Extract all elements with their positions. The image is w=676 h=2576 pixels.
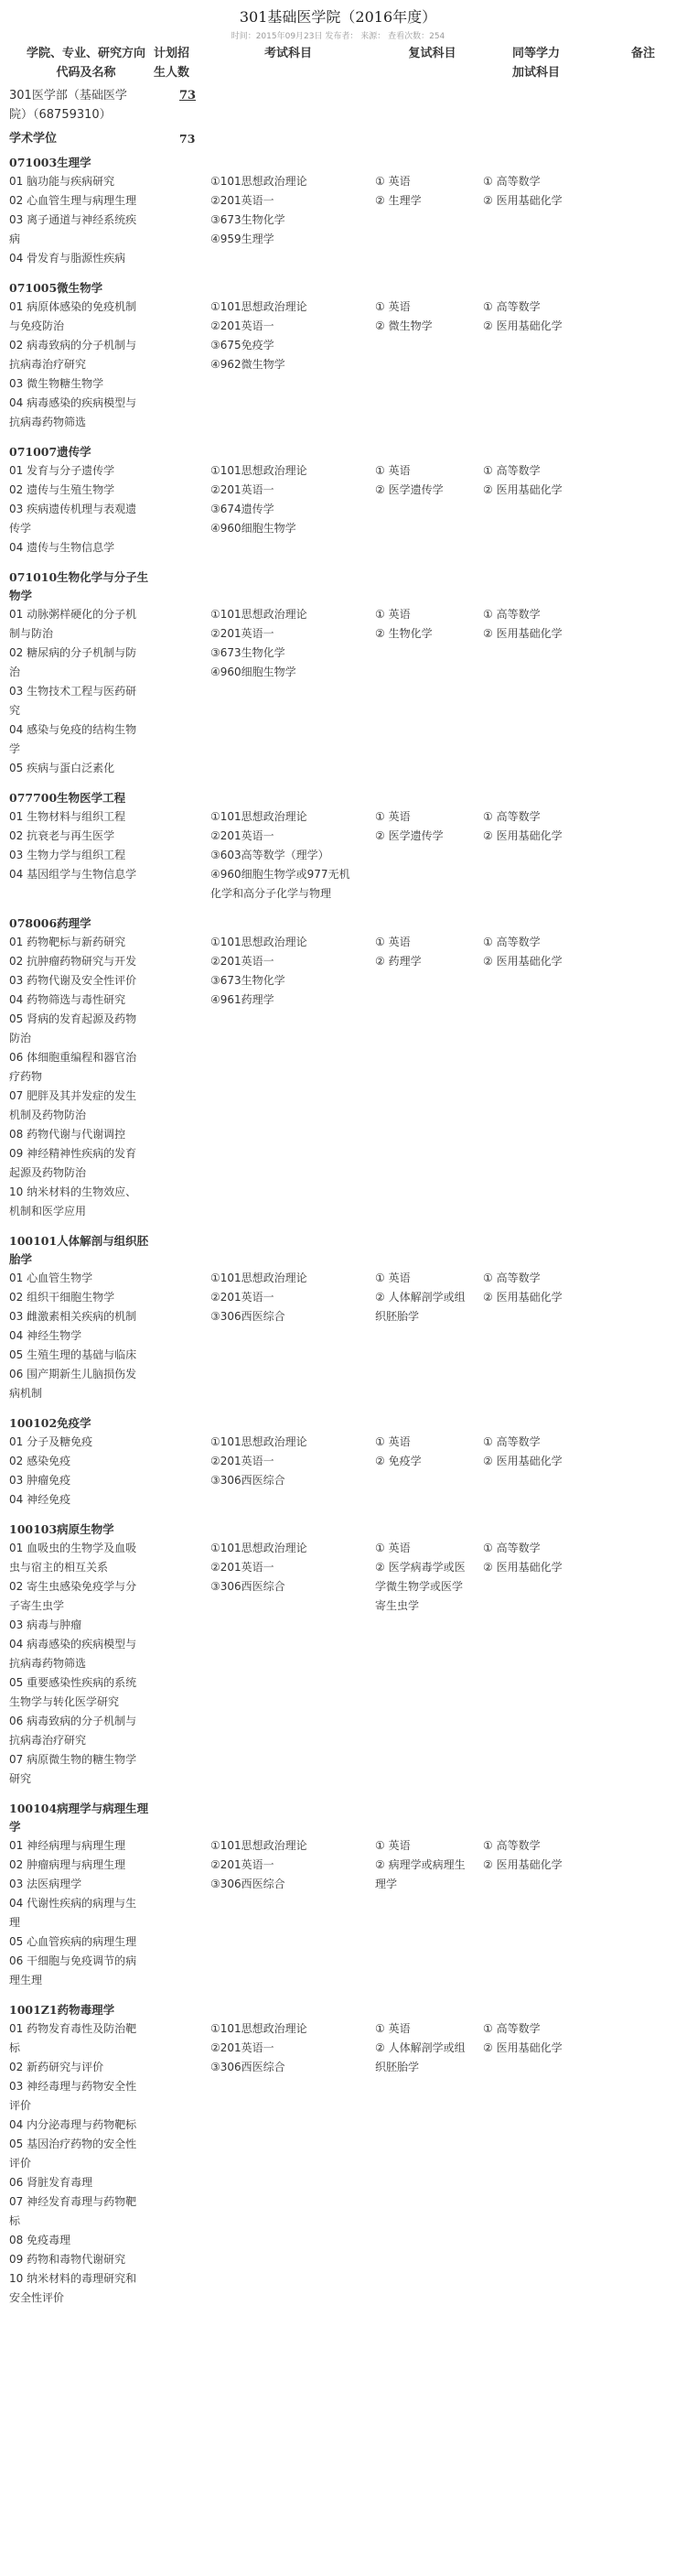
research-directions-line: 治 bbox=[9, 666, 21, 678]
retest-subjects-line: ② 微生物学 bbox=[375, 319, 433, 332]
retest-subjects bbox=[375, 1433, 489, 1471]
research-directions-line: 06 围产期新生儿脑损伤发 bbox=[9, 1368, 137, 1380]
retest-subjects-line: ① 英语 bbox=[375, 1839, 411, 1852]
research-directions-line: 01 药物发育毒性及防治靶 bbox=[9, 2022, 137, 2035]
exam-subjects-line: ①101思想政治理论 bbox=[210, 300, 307, 313]
extra-subjects-line: ② 医用基础化学 bbox=[483, 829, 563, 842]
research-directions-line: 02 病毒致病的分子机制与 bbox=[9, 339, 137, 352]
research-directions-line: 07 病原微生物的糖生物学 bbox=[9, 1753, 137, 1766]
exam-subjects bbox=[210, 1836, 366, 1894]
header-extra-line: 加试科目 bbox=[512, 66, 561, 80]
exam-subjects-line: ③306西医综合 bbox=[210, 1580, 285, 1593]
exam-subjects-line: ①101思想政治理论 bbox=[210, 464, 307, 477]
extra-subjects bbox=[483, 1539, 611, 1577]
header-retest: 复试科目 bbox=[408, 47, 456, 60]
research-directions-line: 01 心血管生物学 bbox=[9, 1272, 93, 1284]
research-directions-line: 09 神经精神性疾病的发育 bbox=[9, 1147, 137, 1160]
research-directions-line: 学 bbox=[9, 742, 21, 755]
exam-subjects bbox=[210, 605, 366, 682]
exam-subjects-line: ①101思想政治理论 bbox=[210, 1272, 307, 1284]
research-directions-line: 标 bbox=[9, 2041, 21, 2054]
header-quota bbox=[154, 44, 201, 82]
retest-subjects-line: 寄生虫学 bbox=[375, 1599, 420, 1612]
exam-subjects-line: ①101思想政治理论 bbox=[210, 1542, 307, 1554]
research-directions-line: 01 生物材料与组织工程 bbox=[9, 810, 126, 823]
exam-subjects-line: ③306西医综合 bbox=[210, 1878, 285, 1890]
subject-title-line: 071007遗传学 bbox=[9, 445, 91, 459]
exam-subjects-line: ③306西医综合 bbox=[210, 2061, 285, 2073]
research-directions-line: 01 血吸虫的生物学及血吸 bbox=[9, 1542, 137, 1554]
exam-subjects-line: ②201英语一 bbox=[210, 955, 274, 968]
extra-subjects-line: ② 医用基础化学 bbox=[483, 483, 563, 496]
subject-title-line: 071010生物化学与分子生 bbox=[9, 570, 149, 584]
subject-section bbox=[0, 1232, 676, 1414]
extra-subjects-line: ② 医用基础化学 bbox=[483, 1561, 563, 1574]
retest-subjects-line: ① 英语 bbox=[375, 464, 411, 477]
retest-subjects-line: 理学 bbox=[375, 1878, 398, 1890]
exam-subjects-line: ③675免疫学 bbox=[210, 339, 274, 352]
subject-title-line: 1001Z1药物毒理学 bbox=[9, 2003, 115, 2017]
extra-subjects bbox=[483, 807, 611, 846]
research-directions-line: 04 病毒感染的疾病模型与 bbox=[9, 396, 137, 409]
subject-title bbox=[9, 568, 163, 605]
retest-subjects-line: ② 人体解剖学或组 bbox=[375, 2041, 466, 2054]
subject-section bbox=[0, 1414, 676, 1521]
retest-subjects-line: ① 英语 bbox=[375, 608, 411, 621]
exam-subjects bbox=[210, 807, 366, 904]
exam-subjects-line: ②201英语一 bbox=[210, 829, 274, 842]
research-directions-line: 03 生物技术工程与医药研 bbox=[9, 685, 137, 698]
exam-subjects-line: ④960细胞生物学 bbox=[210, 522, 296, 535]
sections-container bbox=[0, 154, 676, 2319]
research-directions-line: 03 微生物糖生物学 bbox=[9, 377, 104, 390]
exam-subjects bbox=[210, 1269, 366, 1326]
research-directions-line: 10 纳米材料的生物效应、 bbox=[9, 1185, 137, 1198]
header-extra-line: 同等学力 bbox=[512, 47, 561, 60]
research-directions-line: 06 体细胞重编程和器官治 bbox=[9, 1051, 137, 1064]
research-directions bbox=[9, 461, 163, 557]
research-directions-line: 04 药物筛选与毒性研究 bbox=[9, 993, 126, 1006]
research-directions bbox=[9, 605, 163, 778]
extra-subjects-line: ① 高等数学 bbox=[483, 936, 541, 948]
research-directions-line: 03 离子通道与神经系统疾 bbox=[9, 213, 137, 226]
exam-subjects-line: ③603高等数学（理学） bbox=[210, 849, 329, 861]
research-directions-line: 安全性评价 bbox=[9, 2291, 65, 2304]
degree-row bbox=[0, 130, 676, 154]
subject-section bbox=[0, 915, 676, 1232]
research-directions-line: 09 药物和毒物代谢研究 bbox=[9, 2253, 126, 2266]
subject-title-line: 077700生物医学工程 bbox=[9, 791, 126, 805]
research-directions-line: 理 bbox=[9, 1916, 21, 1929]
header-program-line: 学院、专业、研究方向 bbox=[26, 47, 145, 60]
research-directions-line: 02 糖尿病的分子机制与防 bbox=[9, 646, 137, 659]
research-directions-line: 04 神经免疫 bbox=[9, 1493, 71, 1506]
subject-title-line: 100102免疫学 bbox=[9, 1416, 91, 1430]
exam-subjects-line: ③674遗传学 bbox=[210, 503, 274, 515]
dept-name-line: 301医学部（基础医学 bbox=[9, 89, 127, 103]
extra-subjects bbox=[483, 172, 611, 211]
research-directions-line: 04 遗传与生物信息学 bbox=[9, 541, 115, 554]
extra-subjects-line: ② 医用基础化学 bbox=[483, 319, 563, 332]
research-directions-line: 02 寄生虫感染免疫学与分 bbox=[9, 1580, 137, 1593]
exam-subjects-line: ④959生理学 bbox=[210, 233, 274, 245]
research-directions-line: 02 组织干细胞生物学 bbox=[9, 1291, 115, 1304]
exam-subjects-line: ①101思想政治理论 bbox=[210, 608, 307, 621]
subject-title bbox=[9, 279, 163, 298]
extra-subjects bbox=[483, 1433, 611, 1471]
retest-subjects-line: ① 英语 bbox=[375, 936, 411, 948]
subject-section bbox=[0, 789, 676, 915]
research-directions-line: 08 免疫毒理 bbox=[9, 2234, 71, 2246]
research-directions-line: 04 神经生物学 bbox=[9, 1329, 82, 1342]
research-directions-line: 02 抗肿瘤药物研究与开发 bbox=[9, 955, 137, 968]
research-directions bbox=[9, 172, 163, 268]
subject-title bbox=[9, 443, 163, 461]
research-directions-line: 研究 bbox=[9, 1772, 32, 1785]
extra-subjects bbox=[483, 2019, 611, 2058]
research-directions-line: 05 疾病与蛋白泛素化 bbox=[9, 762, 115, 774]
research-directions-line: 生物学与转化医学研究 bbox=[9, 1695, 120, 1708]
research-directions-line: 03 疾病遗传机理与表观遗 bbox=[9, 503, 137, 515]
retest-subjects-line: ① 英语 bbox=[375, 1542, 411, 1554]
exam-subjects-line: ②201英语一 bbox=[210, 319, 274, 332]
research-directions-line: 02 遗传与生殖生物学 bbox=[9, 483, 115, 496]
research-directions-line: 06 肾脏发育毒理 bbox=[9, 2176, 93, 2189]
dept-count-link[interactable]: 73 bbox=[179, 89, 197, 103]
research-directions-line: 05 基因治疗药物的安全性 bbox=[9, 2138, 137, 2150]
research-directions-line: 01 动脉粥样硬化的分子机 bbox=[9, 608, 137, 621]
header-program-line: 代码及名称 bbox=[56, 66, 116, 80]
extra-subjects-line: ① 高等数学 bbox=[483, 300, 541, 313]
subject-title-line: 胎学 bbox=[9, 1252, 33, 1266]
subject-title bbox=[9, 1414, 163, 1433]
page-meta: 时间：2015年09月23日 发布者： 来源： 查看次数：254 bbox=[231, 32, 445, 41]
exam-subjects-line: ②201英语一 bbox=[210, 1291, 274, 1304]
research-directions-line: 03 生物力学与组织工程 bbox=[9, 849, 126, 861]
retest-subjects-line: ② 生理学 bbox=[375, 194, 422, 207]
research-directions-line: 理生理 bbox=[9, 1974, 43, 1986]
retest-subjects bbox=[375, 1269, 489, 1326]
research-directions-line: 病 bbox=[9, 233, 21, 245]
extra-subjects-line: ② 医用基础化学 bbox=[483, 194, 563, 207]
research-directions-line: 03 药物代谢及安全性评价 bbox=[9, 974, 137, 987]
header-quota-line: 计划招 bbox=[154, 47, 190, 60]
retest-subjects bbox=[375, 172, 489, 211]
research-directions-line: 05 心血管疾病的病理生理 bbox=[9, 1935, 137, 1948]
research-directions-line: 01 神经病理与病理生理 bbox=[9, 1839, 126, 1852]
subject-title bbox=[9, 1800, 163, 1836]
header-note: 备注 bbox=[631, 47, 656, 60]
exam-subjects-line: ③306西医综合 bbox=[210, 1474, 285, 1487]
research-directions-line: 抗病毒治疗研究 bbox=[9, 358, 87, 371]
exam-subjects-line: ①101思想政治理论 bbox=[210, 810, 307, 823]
research-directions bbox=[9, 2019, 163, 2308]
research-directions-line: 05 重要感染性疾病的系统 bbox=[9, 1676, 137, 1689]
research-directions-line: 03 雌激素相关疾病的机制 bbox=[9, 1310, 137, 1323]
research-directions-line: 03 病毒与肿瘤 bbox=[9, 1618, 82, 1631]
extra-subjects-line: ① 高等数学 bbox=[483, 1839, 541, 1852]
extra-subjects-line: ② 医用基础化学 bbox=[483, 627, 563, 640]
dept-name-line: 院）（68759310） bbox=[9, 108, 112, 122]
exam-subjects bbox=[210, 461, 366, 538]
header-exam: 考试科目 bbox=[263, 47, 312, 60]
research-directions-line: 评价 bbox=[9, 2099, 32, 2112]
research-directions bbox=[9, 1836, 163, 1990]
retest-subjects-line: 织胚胎学 bbox=[375, 2061, 420, 2073]
retest-subjects-line: ② 医学遗传学 bbox=[375, 483, 444, 496]
research-directions-line: 传学 bbox=[9, 522, 32, 535]
exam-subjects bbox=[210, 933, 366, 1010]
exam-subjects-line: ③673生物化学 bbox=[210, 213, 285, 226]
exam-subjects-line: ③306西医综合 bbox=[210, 1310, 285, 1323]
subject-title-line: 100103病原生物学 bbox=[9, 1522, 114, 1536]
research-directions-line: 01 分子及糖免疫 bbox=[9, 1435, 93, 1448]
research-directions-line: 08 药物代谢与代谢调控 bbox=[9, 1128, 126, 1141]
extra-subjects-line: ② 医用基础化学 bbox=[483, 1291, 563, 1304]
retest-subjects-line: ② 生物化学 bbox=[375, 627, 433, 640]
subject-title-line: 100101人体解剖与组织胚 bbox=[9, 1234, 149, 1248]
research-directions-line: 子寄生虫学 bbox=[9, 1599, 65, 1612]
subject-section bbox=[0, 1800, 676, 2001]
extra-subjects bbox=[483, 1269, 611, 1307]
research-directions-line: 07 肥胖及其并发症的发生 bbox=[9, 1089, 137, 1102]
retest-subjects-line: ① 英语 bbox=[375, 300, 411, 313]
exam-subjects-line: ①101思想政治理论 bbox=[210, 936, 307, 948]
subject-title-line: 078006药理学 bbox=[9, 916, 91, 930]
exam-subjects-line: ③673生物化学 bbox=[210, 646, 285, 659]
subject-title bbox=[9, 154, 163, 172]
subject-title-line: 071003生理学 bbox=[9, 156, 91, 169]
retest-subjects-line: ② 免疫学 bbox=[375, 1455, 422, 1467]
exam-subjects-line: ③673生物化学 bbox=[210, 974, 285, 987]
research-directions-line: 防治 bbox=[9, 1032, 32, 1044]
subject-title-line: 071005微生物学 bbox=[9, 281, 103, 295]
retest-subjects bbox=[375, 605, 489, 644]
degree-count: 73 bbox=[179, 132, 196, 146]
research-directions-line: 机制和医学应用 bbox=[9, 1205, 87, 1218]
retest-subjects-line: 学微生物学或医学 bbox=[375, 1580, 464, 1593]
research-directions-line: 制与防治 bbox=[9, 627, 54, 640]
extra-subjects bbox=[483, 933, 611, 971]
research-directions-line: 10 纳米材料的毒理研究和 bbox=[9, 2272, 137, 2285]
research-directions-line: 抗病毒药物筛选 bbox=[9, 416, 87, 428]
retest-subjects bbox=[375, 461, 489, 500]
research-directions-line: 标 bbox=[9, 2214, 21, 2227]
research-directions-line: 02 感染免疫 bbox=[9, 1455, 71, 1467]
research-directions-line: 04 代谢性疾病的病理与生 bbox=[9, 1897, 137, 1910]
exam-subjects bbox=[210, 2019, 366, 2077]
extra-subjects-line: ② 医用基础化学 bbox=[483, 1858, 563, 1871]
research-directions-line: 01 发育与分子遗传学 bbox=[9, 464, 115, 477]
subject-section bbox=[0, 2001, 676, 2319]
retest-subjects-line: ① 英语 bbox=[375, 1435, 411, 1448]
retest-subjects-line: ① 英语 bbox=[375, 175, 411, 188]
research-directions bbox=[9, 807, 163, 884]
extra-subjects-line: ① 高等数学 bbox=[483, 608, 541, 621]
subject-title-line: 物学 bbox=[9, 589, 33, 602]
research-directions bbox=[9, 933, 163, 1221]
exam-subjects-line: ①101思想政治理论 bbox=[210, 1839, 307, 1852]
research-directions bbox=[9, 298, 163, 432]
subject-section bbox=[0, 1521, 676, 1800]
extra-subjects-line: ① 高等数学 bbox=[483, 1435, 541, 1448]
exam-subjects-line: ②201英语一 bbox=[210, 1561, 274, 1574]
exam-subjects bbox=[210, 1433, 366, 1490]
exam-subjects-line: ④960细胞生物学 bbox=[210, 666, 296, 678]
exam-subjects-line: ②201英语一 bbox=[210, 1455, 274, 1467]
dept-row bbox=[0, 86, 676, 130]
retest-subjects bbox=[375, 1539, 489, 1616]
research-directions-line: 虫与宿主的相互关系 bbox=[9, 1561, 109, 1574]
retest-subjects bbox=[375, 1836, 489, 1894]
page-title: 301基础医学院（2016年度） bbox=[239, 8, 437, 26]
research-directions-line: 抗病毒治疗研究 bbox=[9, 1734, 87, 1747]
retest-subjects-line: ② 人体解剖学或组 bbox=[375, 1291, 466, 1304]
table-header bbox=[0, 44, 676, 86]
subject-section bbox=[0, 443, 676, 568]
retest-subjects-line: ① 英语 bbox=[375, 810, 411, 823]
exam-subjects-line: ④962微生物学 bbox=[210, 358, 285, 371]
extra-subjects-line: ① 高等数学 bbox=[483, 2022, 541, 2035]
exam-subjects bbox=[210, 298, 366, 374]
retest-subjects-line: ② 医学遗传学 bbox=[375, 829, 444, 842]
research-directions bbox=[9, 1539, 163, 1789]
research-directions-line: 04 骨发育与脂源性疾病 bbox=[9, 252, 126, 265]
research-directions-line: 01 药物靶标与新药研究 bbox=[9, 936, 126, 948]
research-directions-line: 01 脑功能与疾病研究 bbox=[9, 175, 115, 188]
research-directions bbox=[9, 1269, 163, 1403]
exam-subjects-line: ④960细胞生物学或977无机 bbox=[210, 868, 350, 881]
research-directions-line: 06 干细胞与免疫调节的病 bbox=[9, 1954, 137, 1967]
degree-name: 学术学位 bbox=[9, 132, 58, 146]
extra-subjects bbox=[483, 298, 611, 336]
exam-subjects bbox=[210, 172, 366, 249]
research-directions-line: 03 肿瘤免疫 bbox=[9, 1474, 71, 1487]
research-directions-line: 06 病毒致病的分子机制与 bbox=[9, 1715, 137, 1727]
subject-title bbox=[9, 1521, 163, 1539]
retest-subjects bbox=[375, 807, 489, 846]
subject-title-line: 学 bbox=[9, 1820, 21, 1834]
retest-subjects-line: ② 药理学 bbox=[375, 955, 422, 968]
research-directions-line: 起源及药物防治 bbox=[9, 1166, 87, 1179]
research-directions-line: 02 心血管生理与病理生理 bbox=[9, 194, 137, 207]
research-directions-line: 02 新药研究与评价 bbox=[9, 2061, 104, 2073]
research-directions-line: 04 内分泌毒理与药物靶标 bbox=[9, 2118, 137, 2131]
extra-subjects-line: ② 医用基础化学 bbox=[483, 1455, 563, 1467]
retest-subjects-line: ② 医学病毒学或医 bbox=[375, 1561, 466, 1574]
exam-subjects-line: ②201英语一 bbox=[210, 627, 274, 640]
exam-subjects-line: ④961药理学 bbox=[210, 993, 274, 1006]
research-directions-line: 07 神经发育毒理与药物靶 bbox=[9, 2195, 137, 2208]
subject-section bbox=[0, 279, 676, 443]
research-directions-line: 04 基因组学与生物信息学 bbox=[9, 868, 137, 881]
exam-subjects-line: ②201英语一 bbox=[210, 2041, 274, 2054]
research-directions-line: 机制及药物防治 bbox=[9, 1109, 87, 1121]
research-directions-line: 抗病毒药物筛选 bbox=[9, 1657, 87, 1670]
research-directions-line: 与免疫防治 bbox=[9, 319, 65, 332]
retest-subjects-line: ① 英语 bbox=[375, 1272, 411, 1284]
research-directions-line: 究 bbox=[9, 704, 21, 717]
header-extra bbox=[512, 44, 640, 82]
retest-subjects-line: ① 英语 bbox=[375, 2022, 411, 2035]
dept-name bbox=[9, 86, 163, 124]
extra-subjects-line: ② 医用基础化学 bbox=[483, 955, 563, 968]
retest-subjects-line: ② 病理学或病理生 bbox=[375, 1858, 466, 1871]
extra-subjects-line: ① 高等数学 bbox=[483, 175, 541, 188]
research-directions-line: 04 病毒感染的疾病模型与 bbox=[9, 1638, 137, 1651]
subject-title bbox=[9, 789, 163, 807]
subject-section bbox=[0, 154, 676, 279]
exam-subjects-line: 化学和高分子化学与物理 bbox=[210, 887, 332, 900]
exam-subjects-line: ②201英语一 bbox=[210, 1858, 274, 1871]
header-program bbox=[9, 44, 163, 82]
research-directions-line: 05 生殖生理的基础与临床 bbox=[9, 1348, 137, 1361]
extra-subjects-line: ① 高等数学 bbox=[483, 1272, 541, 1284]
extra-subjects bbox=[483, 1836, 611, 1875]
exam-subjects bbox=[210, 1539, 366, 1596]
research-directions-line: 02 抗衰老与再生医学 bbox=[9, 829, 115, 842]
retest-subjects bbox=[375, 2019, 489, 2077]
extra-subjects-line: ① 高等数学 bbox=[483, 810, 541, 823]
research-directions-line: 03 神经毒理与药物安全性 bbox=[9, 2080, 137, 2093]
research-directions-line: 01 病原体感染的免疫机制 bbox=[9, 300, 137, 313]
subject-title bbox=[9, 2001, 163, 2019]
retest-subjects bbox=[375, 933, 489, 971]
header-quota-line: 生人数 bbox=[154, 66, 190, 80]
research-directions bbox=[9, 1433, 163, 1510]
research-directions-line: 病机制 bbox=[9, 1387, 43, 1400]
exam-subjects-line: ②201英语一 bbox=[210, 194, 274, 207]
research-directions-line: 05 肾病的发育起源及药物 bbox=[9, 1012, 137, 1025]
exam-subjects-line: ①101思想政治理论 bbox=[210, 2022, 307, 2035]
extra-subjects bbox=[483, 605, 611, 644]
subject-section bbox=[0, 568, 676, 789]
research-directions-line: 04 感染与免疫的结构生物 bbox=[9, 723, 137, 736]
research-directions-line: 疗药物 bbox=[9, 1070, 43, 1083]
exam-subjects-line: ①101思想政治理论 bbox=[210, 1435, 307, 1448]
exam-subjects-line: ②201英语一 bbox=[210, 483, 274, 496]
extra-subjects-line: ① 高等数学 bbox=[483, 464, 541, 477]
subject-title bbox=[9, 1232, 163, 1269]
subject-title bbox=[9, 915, 163, 933]
research-directions-line: 03 法医病理学 bbox=[9, 1878, 82, 1890]
exam-subjects-line: ①101思想政治理论 bbox=[210, 175, 307, 188]
extra-subjects bbox=[483, 461, 611, 500]
research-directions-line: 评价 bbox=[9, 2157, 32, 2170]
subject-title-line: 100104病理学与病理生理 bbox=[9, 1802, 149, 1815]
retest-subjects-line: 织胚胎学 bbox=[375, 1310, 420, 1323]
retest-subjects bbox=[375, 298, 489, 336]
research-directions-line: 02 肿瘤病理与病理生理 bbox=[9, 1858, 126, 1871]
extra-subjects-line: ② 医用基础化学 bbox=[483, 2041, 563, 2054]
extra-subjects-line: ① 高等数学 bbox=[483, 1542, 541, 1554]
